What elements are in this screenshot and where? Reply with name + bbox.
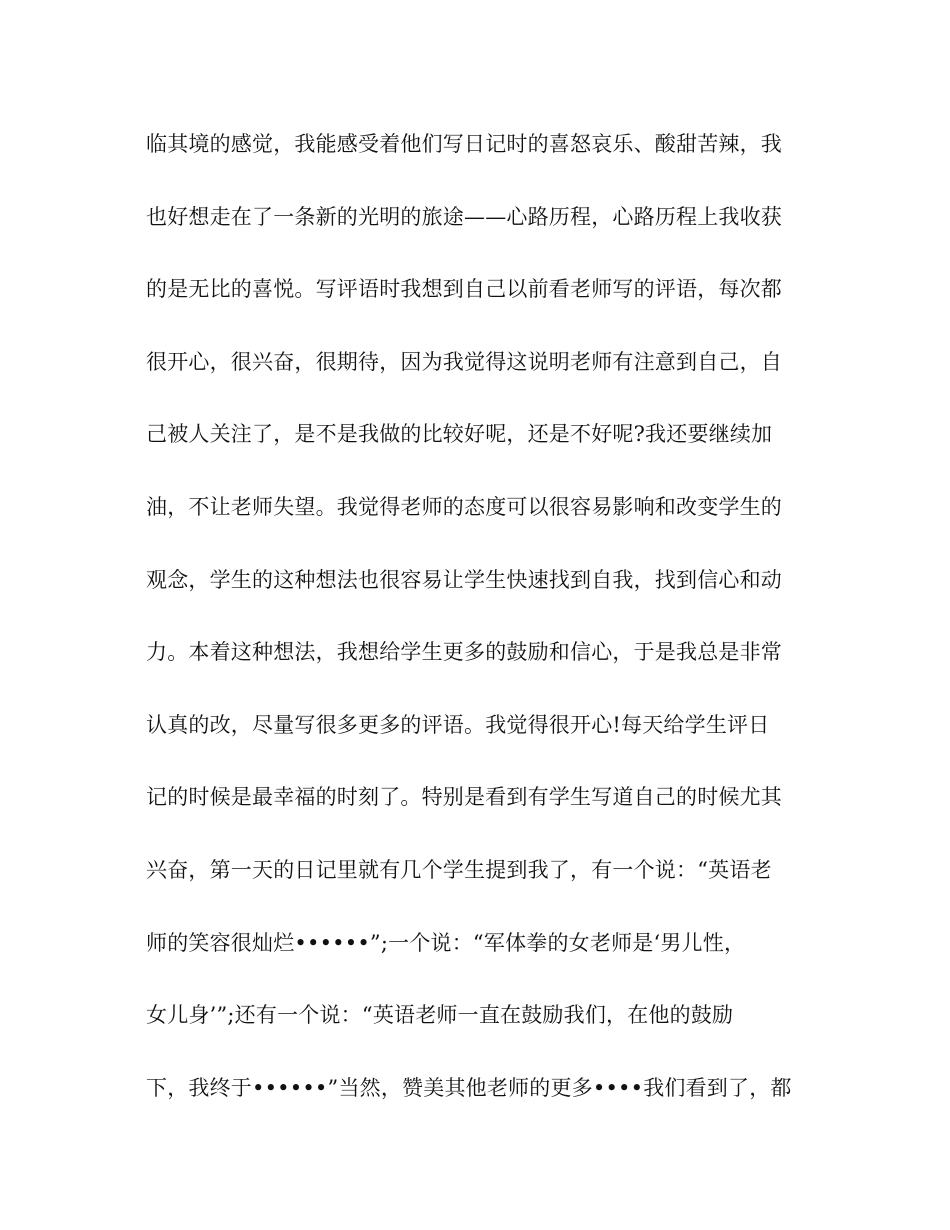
text-line: 兴奋，第一天的日记里就有几个学生提到我了，有一个说：“英语老 (146, 857, 772, 882)
text-line: 女儿身’”;还有一个说：“英语老师一直在鼓励我们，在他的鼓励 (146, 1003, 734, 1028)
text-line: 的是无比的喜悦。写评语时我想到自己以前看老师写的评语，每次都 (146, 277, 782, 302)
text-line: 观念，学生的这种想法也很容易让学生快速找到自我，找到信心和动 (146, 567, 782, 592)
text-line: 力。本着这种想法，我想给学生更多的鼓励和信心，于是我总是非常 (146, 640, 782, 665)
text-line: 很开心，很兴奋，很期待，因为我觉得这说明老师有注意到自己，自 (146, 349, 782, 374)
text-line: 下，我终于••••••”当然，赞美其他老师的更多••••我们看到了，都 (146, 1075, 792, 1100)
text-line: 师的笑容很灿烂••••••”;一个说：“军体拳的女老师是‘男儿性， (146, 930, 746, 955)
text-line: 也好想走在了一条新的光明的旅途——心路历程，心路历程上我收获 (146, 204, 782, 229)
text-line: 认真的改，尽量写很多更多的评语。我觉得很开心!每天给学生评日 (146, 712, 770, 737)
text-line: 临其境的感觉，我能感受着他们写日记时的喜怒哀乐、酸甜苦辣，我 (146, 132, 782, 156)
text-line: 油，不让老师失望。我觉得老师的态度可以很容易影响和改变学生的 (146, 494, 782, 519)
text-line: 己被人关注了，是不是我做的比较好呢，还是不好呢?我还要继续加 (146, 422, 773, 447)
body-text (146, 126, 806, 1142)
text-line: 记的时候是最幸福的时刻了。特别是看到有学生写道自己的时候尤其 (146, 785, 782, 810)
